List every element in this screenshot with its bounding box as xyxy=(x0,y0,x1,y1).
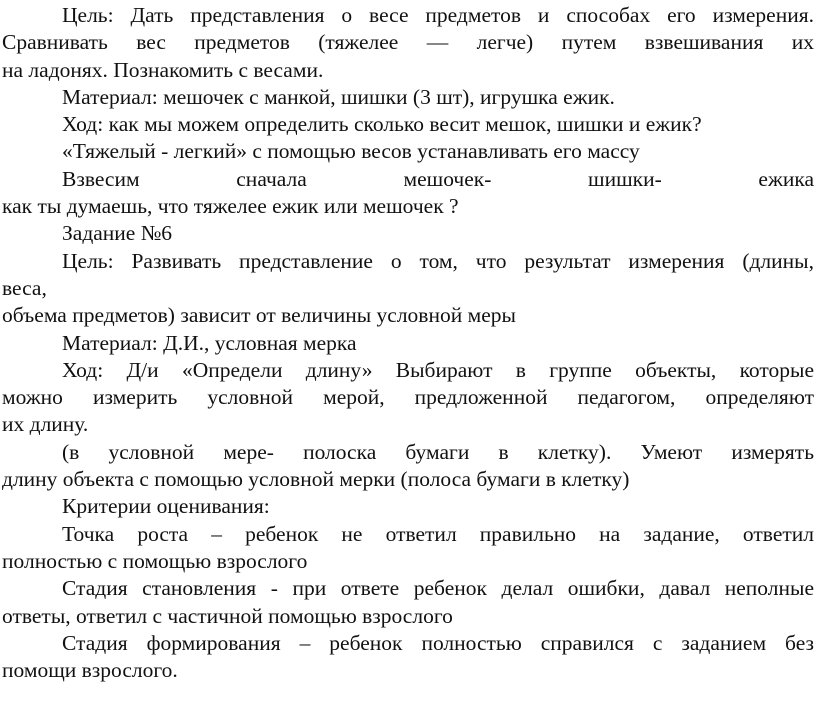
text-line: их длину. xyxy=(2,412,89,437)
text-line: Ход: как мы можем определить сколько весит мешок, шишки и ежик? xyxy=(62,112,702,137)
text-line: Взвесим сначала мешочек- шишки- ежика xyxy=(62,166,814,191)
text-line: можно измерить условной мерой, предложенной педагогом, определяют xyxy=(2,385,814,410)
document-body xyxy=(2,2,814,684)
text-line: Сравнивать вес предметов (тяжелее — легче) путем взвешивания их xyxy=(2,30,814,55)
text-line: Точка роста – ребенок не ответил правильно на задание, ответил xyxy=(62,521,814,546)
text-line: объема предметов) зависит от величины условной меры xyxy=(2,303,516,328)
text-line: Материал: Д.И., условная мерка xyxy=(62,330,357,355)
text-line: (в условной мере- полоска бумаги в клетку). Умеют измерять xyxy=(62,439,814,464)
text-line: Ход: Д/и «Определи длину» Выбирают в группе объекты, которые xyxy=(62,357,814,382)
text-line: полностью с помощью взрослого xyxy=(2,548,308,573)
text-line: веса, xyxy=(2,275,47,300)
text-line: как ты думаешь, что тяжелее ежик или мешочек ? xyxy=(2,194,459,219)
section-heading: Задание №6 xyxy=(62,221,172,246)
text-line: Стадия формирования – ребенок полностью справился с заданием без xyxy=(62,630,814,655)
text-line: Цель: Дать представления о весе предметов и способах его измерения. xyxy=(62,3,814,27)
text-line: на ладонях. Познакомить с весами. xyxy=(2,57,324,82)
text-line: Цель: Развивать представление о том, что результат измерения (длины, xyxy=(62,248,814,273)
text-line: Критерии оценивания: xyxy=(62,494,270,519)
text-line: Стадия становления - при ответе ребенок делал ошибки, давал неполные xyxy=(62,576,814,601)
text-line: «Тяжелый - легкий» с помощью весов устанавливать его массу xyxy=(62,139,640,164)
text-line: ответы, ответил с частичной помощью взрослого xyxy=(2,603,453,628)
text-line: помощи взрослого. xyxy=(2,658,178,683)
text-line: Материал: мешочек с манкой, шишки (3 шт), игрушка ежик. xyxy=(62,84,615,109)
text-line: длину объекта с помощью условной мерки (полоса бумаги в клетку) xyxy=(2,467,630,492)
